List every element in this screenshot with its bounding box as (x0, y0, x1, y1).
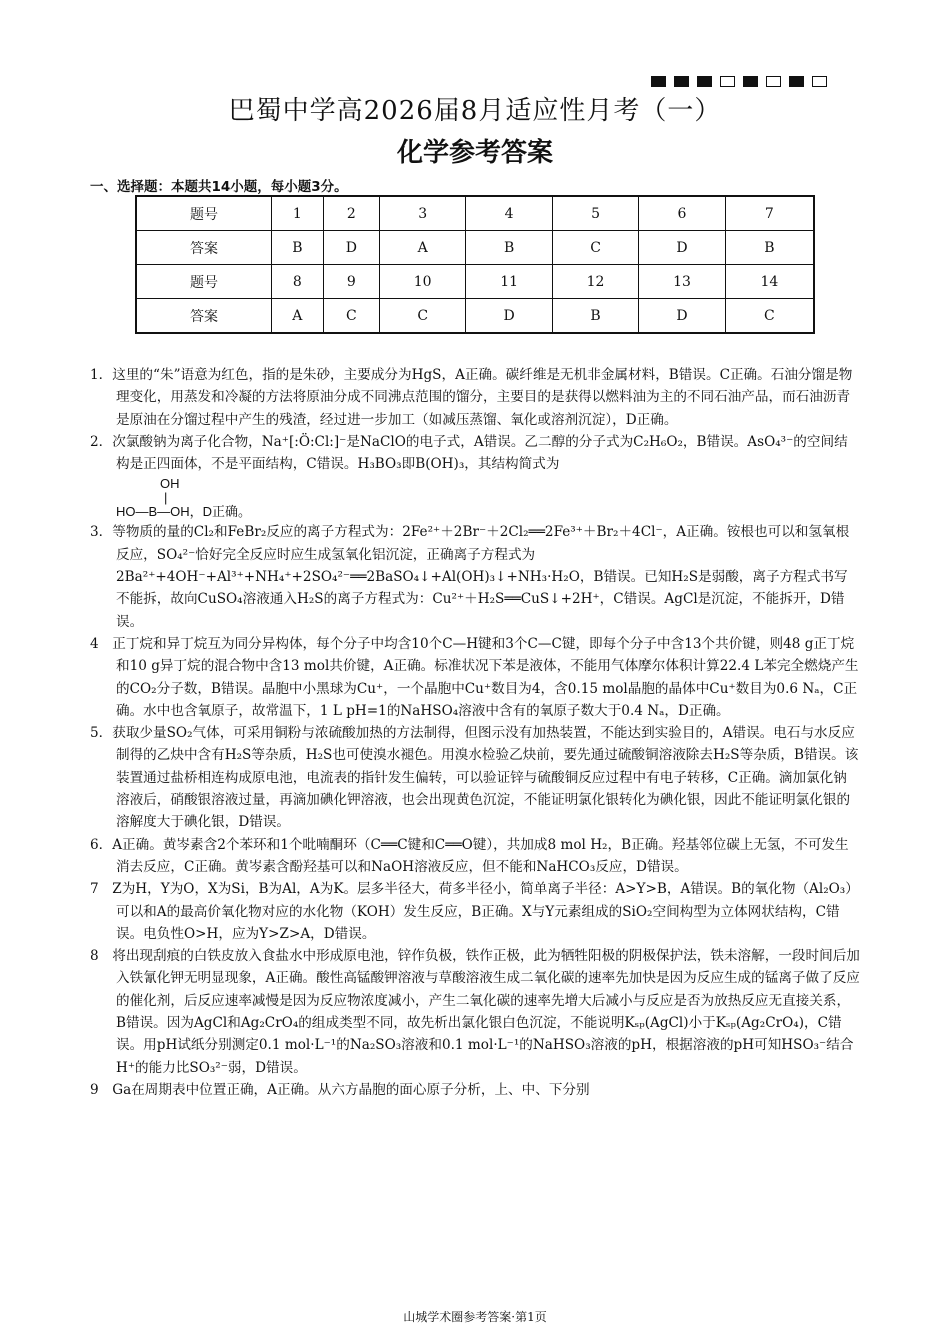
table-cell: 11 (466, 265, 552, 299)
code-mark (674, 76, 689, 87)
table-cell: D (466, 299, 552, 334)
row-label: 题号 (136, 265, 271, 299)
explanations (90, 364, 860, 1101)
table-cell: A (271, 299, 323, 334)
table-cell: B (552, 299, 638, 334)
table-cell: B (725, 231, 814, 265)
answer-table (135, 195, 815, 334)
code-marks (651, 76, 827, 87)
table-cell: 4 (466, 196, 552, 231)
code-mark (697, 76, 712, 87)
table-cell: C (552, 231, 638, 265)
code-mark (812, 76, 827, 87)
section-heading: 一、选择题：本题共14小题，每小题3分。 (90, 179, 348, 195)
explanation-6: 6．A正确。黄岑素含2个苯环和1个吡喃酮环（C══C键和C══O键），共加成8 mol H₂，B正确。羟基邻位碳上无氢，不可发生消去反应，C正确。黄岑素含酚羟基可以和NaOH溶液反应，但不能和NaHCO₃反应，D错误。 (90, 836, 849, 875)
row-label: 题号 (136, 196, 271, 231)
row-label: 答案 (136, 231, 271, 265)
table-cell: D (639, 231, 725, 265)
explanation-9: 9 Ga在周期表中位置正确，A正确。从六方晶胞的面心原子分析，上、中、下分别 (90, 1081, 590, 1098)
table-cell: B (466, 231, 552, 265)
table-cell: 7 (725, 196, 814, 231)
table-cell: 10 (379, 265, 465, 299)
struct-bottom: HO—B—OH，D正确。 (116, 504, 252, 520)
page-title: 巴蜀中学高2026届8月适应性月考（一） (228, 96, 722, 126)
table-cell: D (323, 231, 379, 265)
table-cell: C (725, 299, 814, 334)
table-cell: 9 (323, 265, 379, 299)
table-cell: B (271, 231, 323, 265)
table-cell: 2 (323, 196, 379, 231)
table-cell: 1 (271, 196, 323, 231)
table-row (136, 299, 814, 334)
page-footer: 山城学术圈参考答案·第1页 (403, 1310, 547, 1324)
table-cell: C (323, 299, 379, 334)
table-cell: 6 (639, 196, 725, 231)
explanation-1: 1．这里的“朱”语意为红色，指的是朱砂，主要成分为HgS，A正确。碳纤维是无机非金属材料，B错误。C正确。石油分馏是物理变化，用蒸发和冷凝的方法将原油分成不同沸点范围的馏分，主要目的是获得以燃料油为主的不同石油产品，而石油沥青是原油在分馏过程中产生的残渣，经过进一步加工（如减压蒸馏、氧化或溶剂沉淀），D正确。 (90, 367, 853, 428)
table-cell: 8 (271, 265, 323, 299)
explanation-2: 2．次氯酸钠为离子化合物，Na⁺[:Ö:Cl:]⁻是NaClO的电子式，A错误。乙二醇的分子式为C₂H₆O₂，B错误。AsO₄³⁻的空间结构是正四面体，不是平面结构，C错误。H₃BO₃即B(OH)₃，其结构简式为 (90, 433, 848, 473)
table-row (136, 231, 814, 265)
explanation-3: 3．等物质的量的Cl₂和FeBr₂反应的离子方程式为：2Fe²⁺＋2Br⁻＋2Cl₂══2Fe³⁺＋Br₂＋4Cl⁻，A正确。铵根也可以和氢氧根反应，SO₄²⁻恰好完全反应时应生成氢氧化铝沉淀，正确离子方程式为2Ba²⁺+4OH⁻+Al³⁺+NH₄⁺+2SO₄²⁻══2BaSO₄↓+Al(OH)₃↓+NH₃·H₂O，B错误。已知H₂S是弱酸，离子方程式书写不能拆，故向CuSO₄溶液通入H₂S的离子方程式为：Cu²⁺＋H₂S══CuS↓+2H⁺，C错误。AgCl是沉淀，不能拆开，D错误。 (90, 524, 850, 630)
table-cell: 5 (552, 196, 638, 231)
table-cell: 3 (379, 196, 465, 231)
table-row (136, 196, 814, 231)
table-cell: 13 (639, 265, 725, 299)
explanation-5: 5．获取少量SO₂气体，可采用铜粉与浓硫酸加热的方法制得，但图示没有加热装置，不能达到实验目的，A错误。电石与水反应制得的乙炔中含有H₂S等杂质，H₂S也可使溴水褪色。用溴水检验乙炔前，要先通过硫酸铜溶液除去H₂S等杂质，B错误。该装置通过盐桥相连构成原电池，电流表的指针发生偏转，可以验证锌与硫酸铜反应过程中有电子转移，C正确。滴加氯化钠溶液后，硝酸银溶液过量，再滴加碘化钾溶液，也会出现黄色沉淀，不能证明氯化银转化为碘化银，因此不能证明氯化银的溶解度大于碘化银，D错误。 (90, 725, 859, 831)
table-cell: A (379, 231, 465, 265)
code-mark (743, 76, 758, 87)
explanation-7: 7 Z为H，Y为O，X为Si，B为Al，A为K。层多半径大，荷多半径小，简单离子半径：A>Y>B，A错误。B的氧化物（Al₂O₃）可以和A的最高价氧化物对应的水化物（KOH）发生反应，B正确。X与Y元素组成的SiO₂空间构型为立体网状结构，C错误。电负性O>H，应为Y>Z>A，D错误。 (90, 881, 859, 942)
code-mark (720, 76, 735, 87)
page-subtitle: 化学参考答案 (396, 138, 553, 168)
row-label: 答案 (136, 299, 271, 334)
structure-formula (116, 477, 860, 519)
table-cell: 12 (552, 265, 638, 299)
table-cell: D (639, 299, 725, 334)
table-row (136, 265, 814, 299)
struct-top: OH (160, 476, 180, 492)
struct-bond: | (164, 490, 168, 506)
table-cell: 14 (725, 265, 814, 299)
code-mark (651, 76, 666, 87)
explanation-8: 8 将出现刮痕的白铁皮放入食盐水中形成原电池，锌作负极，铁作正极，此为牺牲阳极的阴极保护法，铁未溶解，一段时间后加入铁氰化钾无明显现象，A正确。酸性高锰酸钾溶液与草酸溶液生成二氧化碳的速率先加快是因为反应生成的锰离子做了反应的催化剂，后反应速率减慢是因为反应物浓度减小，产生二氧化碳的速率先增大后减小与反应是否为放热反应无直接关系，B错误。因为AgCl和Ag₂CrO₄的组成类型不同，故先析出氯化银白色沉淀，不能说明Kₛₚ(AgCl)小于Kₛₚ(Ag₂CrO₄)，C错误。用pH试纸分别测定0.1 mol·L⁻¹的Na₂SO₃溶液和0.1 mol·L⁻¹的NaHSO₃溶液的pH，根据溶液的pH可知HSO₃⁻结合H⁺的能力比SO₃²⁻弱，D错误。 (90, 948, 860, 1076)
table-cell: C (379, 299, 465, 334)
code-mark (766, 76, 781, 87)
explanation-4: 4 正丁烷和异丁烷互为同分异构体，每个分子中均含10个C—H键和3个C—C键，即每个分子中含13个共价键，则48 g正丁烷和10 g异丁烷的混合物中含13 mol共价键，A正确。标准状况下苯是液体，不能用气体摩尔体积计算22.4 L苯完全燃烧产生的CO₂分子数，B错误。晶胞中小黑球为Cu⁺，一个晶胞中Cu⁺数目为4，含0.15 mol晶胞的晶体中Cu⁺数目为0.6 Nₐ，C正确。水中也含氧原子，故常温下，1 L pH=1的NaHSO₄溶液中含有的氧原子数大于0.4 Nₐ，D正确。 (90, 635, 859, 719)
code-mark (789, 76, 804, 87)
